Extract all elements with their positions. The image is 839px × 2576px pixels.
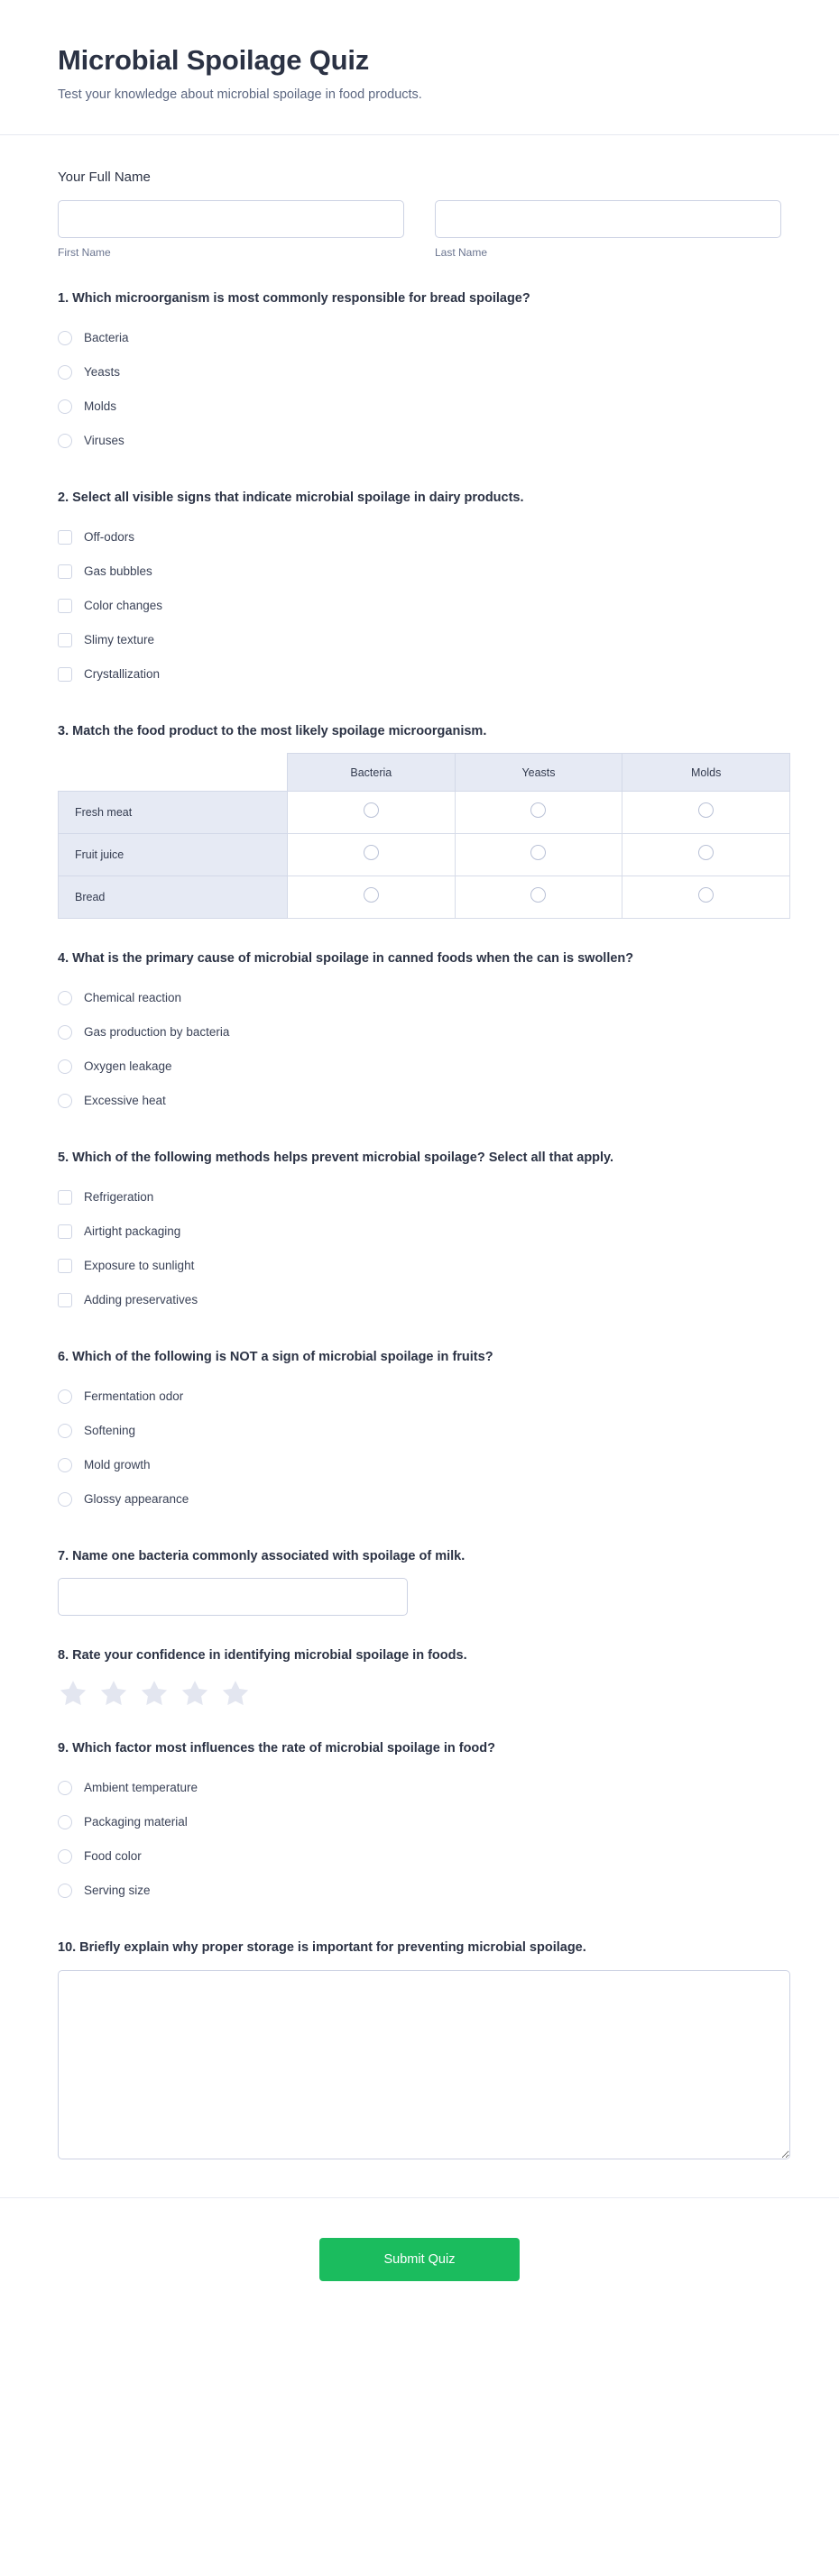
checkbox-option[interactable] xyxy=(58,657,781,692)
matrix-row xyxy=(59,834,790,876)
matrix-cell[interactable] xyxy=(622,792,790,834)
matrix-cell[interactable] xyxy=(622,876,790,919)
question-label: 3. Match the food product to the most likely spoilage microorganism. xyxy=(58,723,487,738)
radio-icon[interactable] xyxy=(530,845,546,860)
radio-icon[interactable] xyxy=(58,1059,72,1074)
radio-icon[interactable] xyxy=(58,1094,72,1108)
option-label: Serving size xyxy=(84,1884,151,1898)
radio-icon[interactable] xyxy=(364,845,379,860)
checkbox-option[interactable] xyxy=(58,1180,781,1215)
submit-quiz-button[interactable]: Submit Quiz xyxy=(319,2238,520,2281)
radio-option[interactable] xyxy=(58,1771,781,1805)
radio-option[interactable] xyxy=(58,355,781,390)
checkbox-option[interactable] xyxy=(58,623,781,657)
option-label: Off-odors xyxy=(84,529,135,544)
option-label: Refrigeration xyxy=(84,1190,154,1205)
question-q3 xyxy=(58,722,781,920)
matrix-cell[interactable] xyxy=(288,792,456,834)
radio-option[interactable] xyxy=(58,1482,781,1517)
matrix-row-label: Fresh meat xyxy=(59,792,288,834)
radio-group-q4 xyxy=(58,981,781,1118)
question-q8 xyxy=(58,1646,781,1709)
question-label: 10. Briefly explain why proper storage is important for preventing microbial spoilage. xyxy=(58,1939,586,1955)
checkbox-icon[interactable] xyxy=(58,667,72,682)
star-rating-group xyxy=(58,1678,781,1709)
option-label: Slimy texture xyxy=(84,632,155,646)
checkbox-icon[interactable] xyxy=(58,564,72,579)
form-body xyxy=(0,135,839,2159)
radio-option[interactable] xyxy=(58,1380,781,1414)
radio-icon[interactable] xyxy=(58,1815,72,1829)
matrix-cell[interactable] xyxy=(288,834,456,876)
option-label: Ambient temperature xyxy=(84,1781,198,1795)
question-label: 8. Rate your confidence in identifying microbial spoilage in foods. xyxy=(58,1648,467,1664)
question-label: 5. Which of the following methods helps prevent microbial spoilage? Select all that apply. xyxy=(58,1150,614,1166)
first-name-input[interactable] xyxy=(58,200,404,238)
radio-option[interactable] xyxy=(58,1414,781,1448)
question-label: 4. What is the primary cause of microbial spoilage in canned foods when the can is swollen? xyxy=(58,951,634,967)
checkbox-icon[interactable] xyxy=(58,1224,72,1239)
radio-group-q6 xyxy=(58,1380,781,1517)
matrix-column-header: Molds xyxy=(622,754,790,792)
first-name-column xyxy=(58,200,404,259)
option-label: Gas bubbles xyxy=(84,564,152,578)
matrix-table xyxy=(58,753,790,919)
checkbox-option[interactable] xyxy=(58,555,781,589)
radio-option[interactable] xyxy=(58,1839,781,1874)
option-label: Bacteria xyxy=(84,331,129,345)
radio-icon[interactable] xyxy=(58,331,72,345)
radio-icon[interactable] xyxy=(58,1424,72,1438)
option-label: Food color xyxy=(84,1849,142,1864)
last-name-column xyxy=(435,200,781,259)
checkbox-option[interactable] xyxy=(58,1283,781,1317)
radio-option[interactable] xyxy=(58,1448,781,1482)
checkbox-icon[interactable] xyxy=(58,633,72,647)
matrix-row-label: Fruit juice xyxy=(59,834,288,876)
option-label: Chemical reaction xyxy=(84,991,182,1005)
option-label: Adding preservatives xyxy=(84,1293,198,1307)
matrix-header-row xyxy=(59,754,790,792)
option-label: Excessive heat xyxy=(84,1094,166,1108)
option-label: Gas production by bacteria xyxy=(84,1025,230,1040)
radio-option[interactable] xyxy=(58,1874,781,1908)
radio-icon[interactable] xyxy=(364,802,379,818)
option-label: Glossy appearance xyxy=(84,1491,189,1506)
matrix-corner-cell xyxy=(59,754,288,792)
radio-icon[interactable] xyxy=(58,1781,72,1795)
radio-icon[interactable] xyxy=(698,887,714,903)
option-label: Crystallization xyxy=(84,666,161,681)
checkbox-option[interactable] xyxy=(58,1215,781,1249)
star-icon-4[interactable] xyxy=(180,1678,210,1709)
matrix-table-wrap xyxy=(58,753,781,919)
checkbox-icon[interactable] xyxy=(58,1259,72,1273)
matrix-cell[interactable] xyxy=(455,834,622,876)
radio-icon[interactable] xyxy=(58,399,72,414)
checkbox-option[interactable] xyxy=(58,1249,781,1283)
first-name-sublabel: First Name xyxy=(58,246,111,260)
option-label: Mold growth xyxy=(84,1457,151,1471)
checkbox-option[interactable] xyxy=(58,589,781,623)
radio-icon[interactable] xyxy=(698,845,714,860)
form-header xyxy=(0,0,839,135)
question-q1 xyxy=(58,289,781,458)
question-q5 xyxy=(58,1149,781,1317)
matrix-body xyxy=(59,792,790,919)
question-q7 xyxy=(58,1547,781,1617)
star-icon-1[interactable] xyxy=(58,1678,88,1709)
radio-icon[interactable] xyxy=(364,887,379,903)
matrix-head xyxy=(59,754,790,792)
full-name-field-block xyxy=(58,168,781,259)
option-label: Molds xyxy=(84,399,117,414)
option-label: Color changes xyxy=(84,598,163,612)
matrix-row-label: Bread xyxy=(59,876,288,919)
radio-icon[interactable] xyxy=(58,991,72,1005)
question-label: 6. Which of the following is NOT a sign of microbial spoilage in fruits? xyxy=(58,1349,493,1364)
matrix-cell[interactable] xyxy=(455,792,622,834)
radio-icon[interactable] xyxy=(530,887,546,903)
radio-icon[interactable] xyxy=(58,1884,72,1898)
option-label: Softening xyxy=(84,1423,136,1437)
radio-icon[interactable] xyxy=(58,1849,72,1864)
checkbox-option[interactable] xyxy=(58,520,781,555)
question-label: 2. Select all visible signs that indicate microbial spoilage in dairy products. xyxy=(58,490,524,505)
matrix-cell[interactable] xyxy=(288,876,456,919)
option-label: Airtight packaging xyxy=(84,1224,181,1239)
last-name-sublabel: Last Name xyxy=(435,246,488,260)
radio-option[interactable] xyxy=(58,981,781,1015)
option-label: Yeasts xyxy=(84,365,121,380)
radio-icon[interactable] xyxy=(58,1389,72,1404)
radio-option[interactable] xyxy=(58,1084,781,1118)
radio-icon[interactable] xyxy=(58,434,72,448)
checkbox-icon[interactable] xyxy=(58,1190,72,1205)
star-icon-3[interactable] xyxy=(139,1678,170,1709)
star-icon-2[interactable] xyxy=(98,1678,129,1709)
question-q10 xyxy=(58,1939,781,2159)
radio-option[interactable] xyxy=(58,424,781,458)
radio-icon[interactable] xyxy=(58,1458,72,1472)
star-icon-5[interactable] xyxy=(220,1678,251,1709)
page-subtitle: Test your knowledge about microbial spoilage in food products. xyxy=(58,87,422,103)
radio-icon[interactable] xyxy=(58,365,72,380)
option-label: Packaging material xyxy=(84,1815,188,1829)
last-name-input[interactable] xyxy=(435,200,781,238)
full-name-label: Your Full Name xyxy=(58,170,151,186)
name-row xyxy=(58,200,781,259)
option-label: Exposure to sunlight xyxy=(84,1259,195,1273)
radio-group-q9 xyxy=(58,1771,781,1908)
question-q9 xyxy=(58,1739,781,1908)
radio-icon[interactable] xyxy=(58,1025,72,1040)
checkbox-icon[interactable] xyxy=(58,1293,72,1307)
matrix-row xyxy=(59,792,790,834)
question-label: 9. Which factor most influences the rate of microbial spoilage in food? xyxy=(58,1741,496,1756)
long-answer-textarea[interactable] xyxy=(58,1970,790,2159)
matrix-cell[interactable] xyxy=(622,834,790,876)
question-q2 xyxy=(58,489,781,692)
radio-icon[interactable] xyxy=(58,1492,72,1507)
page-title: Microbial Spoilage Quiz xyxy=(58,44,370,76)
question-q4 xyxy=(58,949,781,1118)
question-label: 7. Name one bacteria commonly associated with spoilage of milk. xyxy=(58,1548,466,1563)
matrix-cell[interactable] xyxy=(455,876,622,919)
question-q6 xyxy=(58,1348,781,1517)
question-label: 1. Which microorganism is most commonly responsible for bread spoilage? xyxy=(58,291,530,307)
option-label: Oxygen leakage xyxy=(84,1059,172,1074)
option-label: Viruses xyxy=(84,434,124,448)
matrix-row xyxy=(59,876,790,919)
option-label: Fermentation odor xyxy=(84,1389,184,1403)
checkbox-group-q5 xyxy=(58,1180,781,1317)
matrix-column-header: Yeasts xyxy=(455,754,622,792)
radio-option[interactable] xyxy=(58,390,781,424)
radio-option[interactable] xyxy=(58,1050,781,1084)
checkbox-icon[interactable] xyxy=(58,530,72,545)
radio-option[interactable] xyxy=(58,1015,781,1050)
form-footer xyxy=(0,2197,839,2337)
checkbox-icon[interactable] xyxy=(58,599,72,613)
radio-option[interactable] xyxy=(58,1805,781,1839)
short-answer-input[interactable] xyxy=(58,1578,408,1616)
radio-group-q1 xyxy=(58,321,781,458)
radio-option[interactable] xyxy=(58,321,781,355)
radio-icon[interactable] xyxy=(698,802,714,818)
matrix-column-header: Bacteria xyxy=(288,754,456,792)
checkbox-group-q2 xyxy=(58,520,781,692)
radio-icon[interactable] xyxy=(530,802,546,818)
